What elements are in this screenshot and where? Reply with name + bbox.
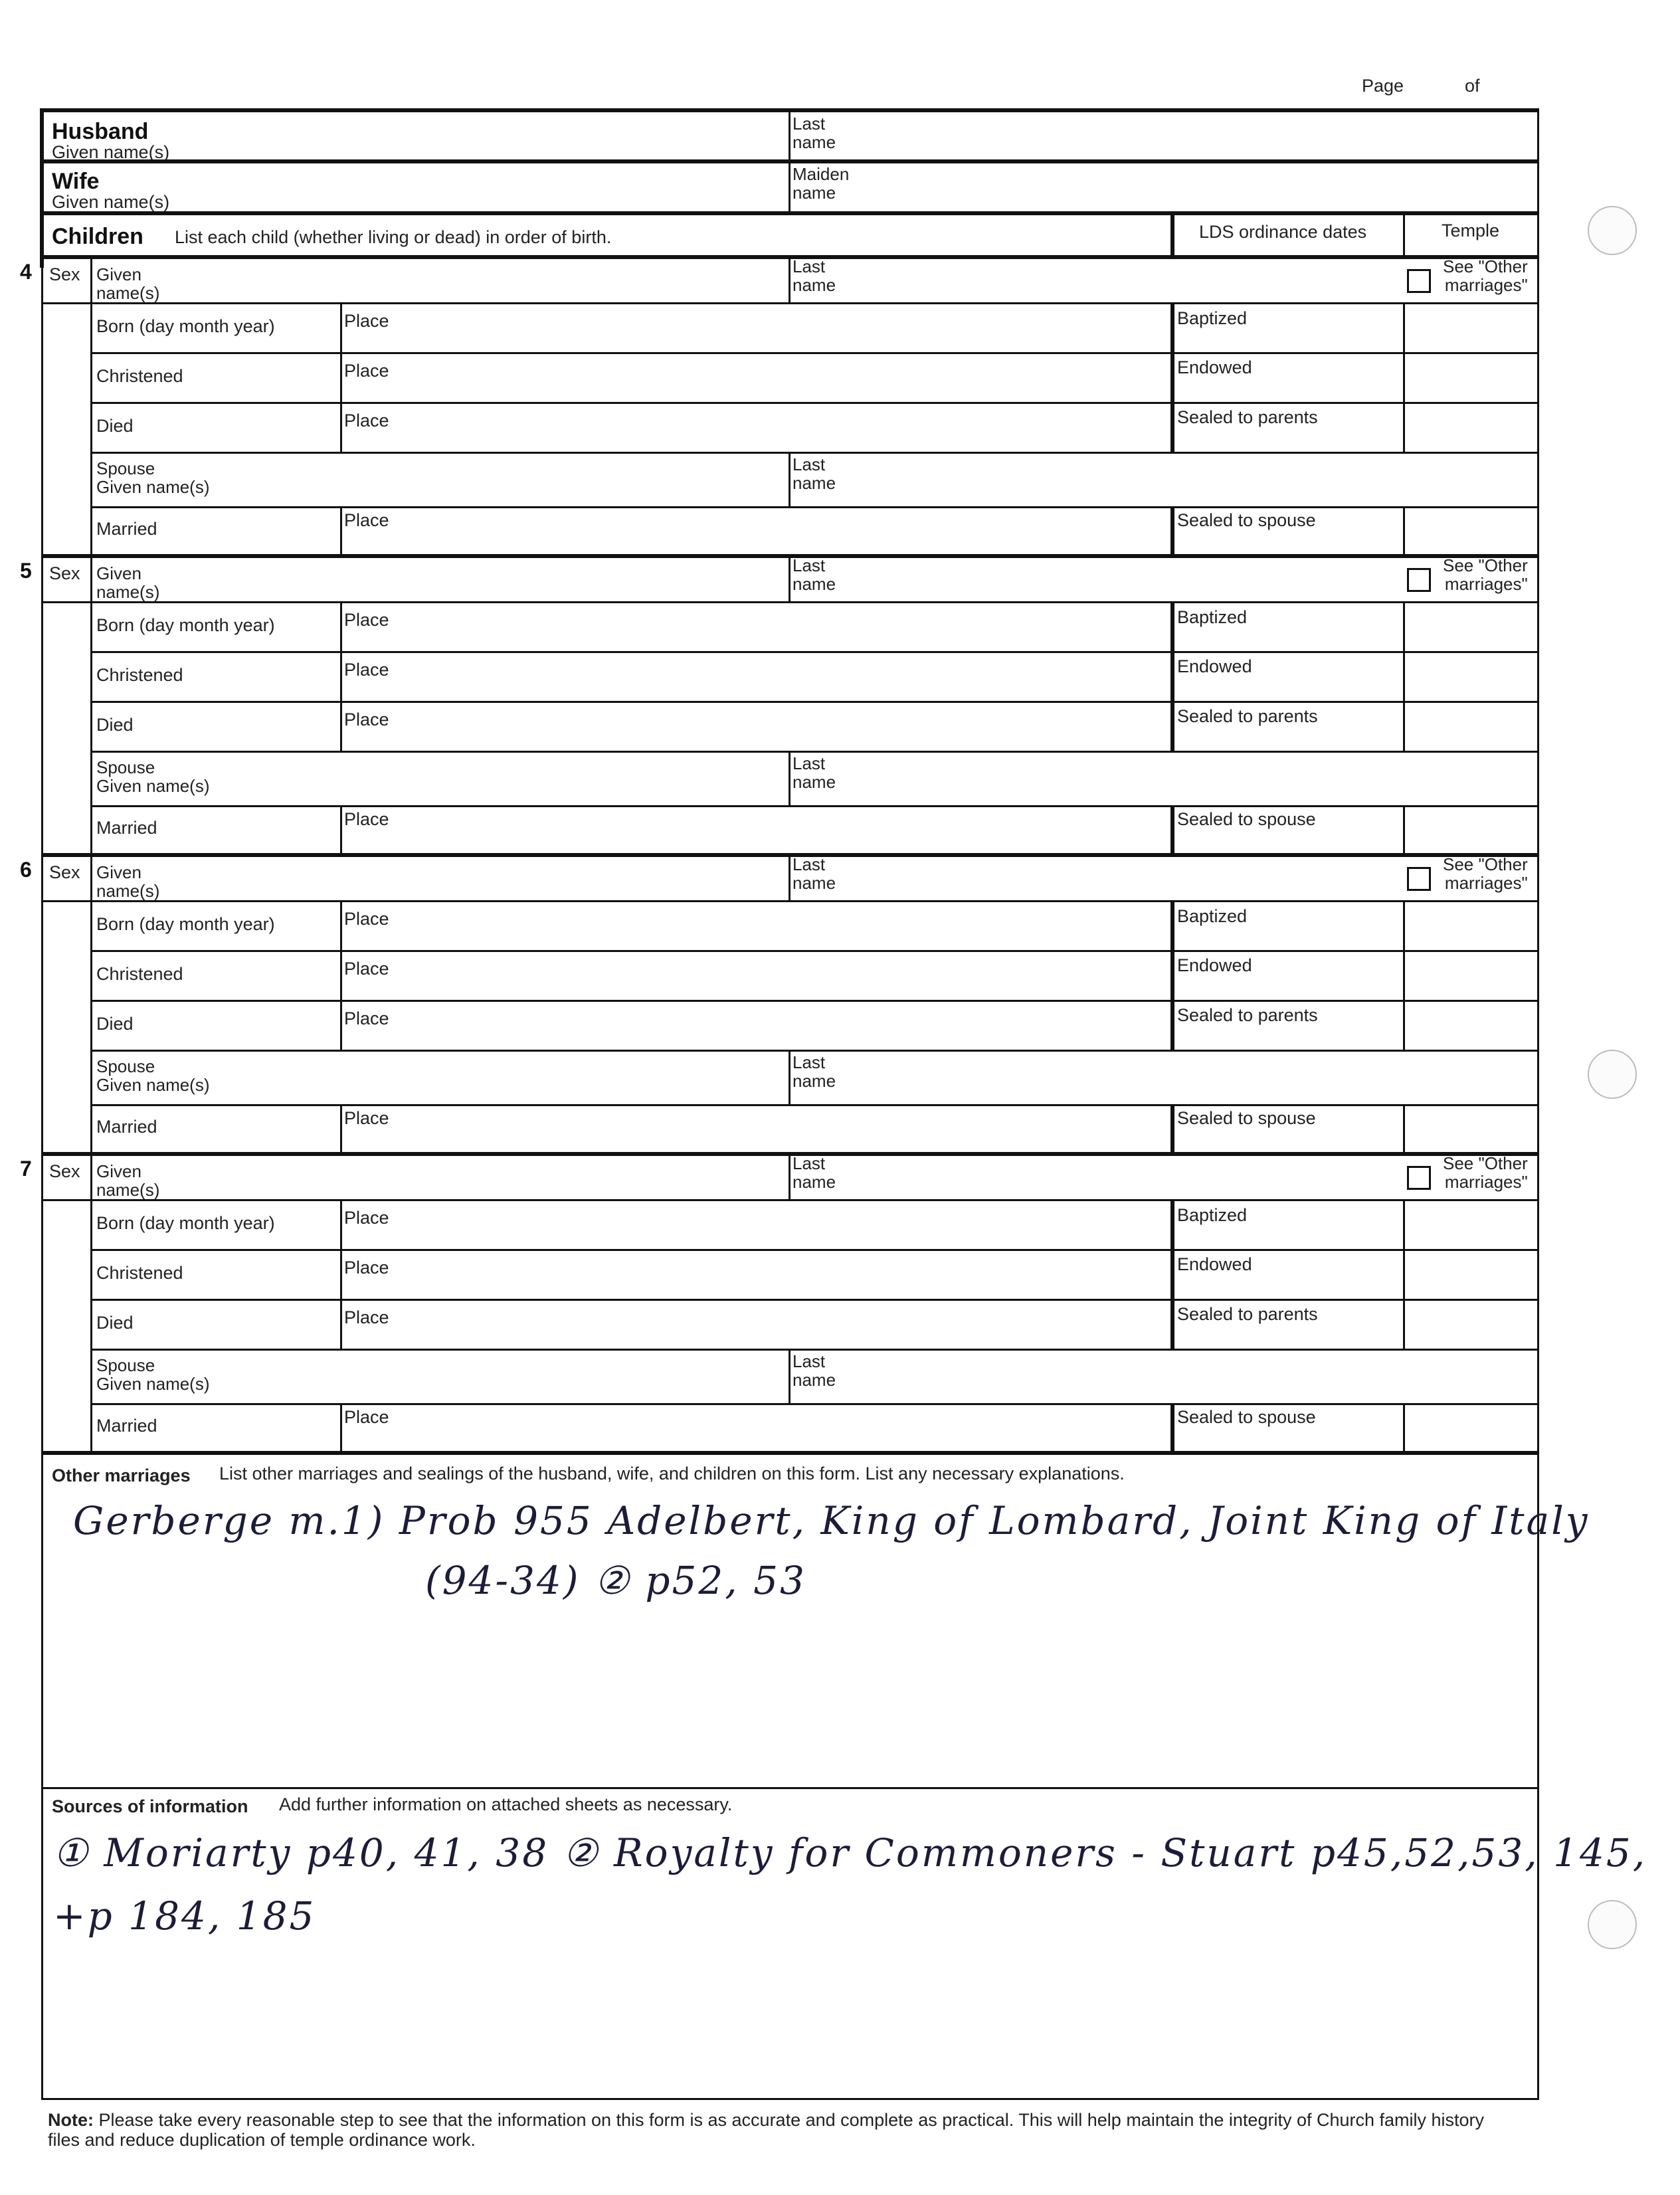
- married-place-label: Place: [344, 1108, 389, 1128]
- last-name-field[interactable]: [864, 1158, 1395, 1198]
- christened-label: Christened: [96, 665, 183, 685]
- page-of-label: of: [1465, 76, 1480, 96]
- other-marriages-title: Other marriages: [52, 1466, 191, 1485]
- temple-sealed-parents-field[interactable]: [1406, 704, 1536, 750]
- child-number: 5: [20, 559, 32, 583]
- given-name-label: Given name(s): [96, 264, 160, 303]
- spouse-last-label: Last name: [793, 753, 836, 792]
- note-title: Note:: [48, 2110, 94, 2130]
- sealed-to-parents-label: Sealed to parents: [1177, 1005, 1318, 1025]
- last-name-label: Last name: [793, 256, 836, 295]
- christened-label: Christened: [96, 964, 183, 984]
- spouse-last-field[interactable]: [864, 1053, 1528, 1101]
- spouse-last-label: Last name: [793, 1351, 836, 1390]
- sealed-to-parents-label: Sealed to parents: [1177, 407, 1318, 427]
- died-place-field[interactable]: [399, 1002, 1163, 1049]
- spouse-given-field[interactable]: [266, 455, 784, 503]
- children-instruction: List each child (whether living or dead) in order of birth.: [175, 227, 612, 247]
- born-date-field[interactable]: [93, 337, 337, 353]
- temple-baptized-field[interactable]: [1406, 604, 1536, 650]
- christened-place-field[interactable]: [399, 1252, 1163, 1298]
- endowed-label: Endowed: [1177, 1254, 1252, 1274]
- given-name-label: Given name(s): [96, 1161, 160, 1200]
- died-place-field[interactable]: [399, 1301, 1163, 1348]
- binder-hole-bottom: [1588, 1900, 1637, 1949]
- died-label: Died: [96, 1313, 134, 1333]
- endowed-label: Endowed: [1177, 955, 1252, 975]
- child-number: 6: [20, 858, 32, 882]
- christened-place-label: Place: [344, 361, 389, 381]
- child-record-5: [0, 556, 1680, 855]
- temple-baptized-field[interactable]: [1406, 305, 1536, 351]
- christened-place-field[interactable]: [399, 654, 1163, 700]
- temple-sealed-spouse-field[interactable]: [1406, 1107, 1536, 1151]
- spouse-last-field[interactable]: [864, 455, 1528, 503]
- other-marriages-handwriting-line1: Gerberge m.1) Prob 955 Adelbert, King of Lombard, Joint King of Italy: [73, 1498, 1590, 1543]
- sealed-to-spouse-label: Sealed to spouse: [1177, 809, 1316, 829]
- sealed-to-parents-label: Sealed to parents: [1177, 1304, 1318, 1324]
- sources-field[interactable]: [47, 1820, 1535, 2093]
- spouse-last-field[interactable]: [864, 754, 1528, 802]
- spouse-label: Spouse Given name(s): [96, 757, 210, 796]
- christened-place-field[interactable]: [399, 355, 1163, 401]
- died-label: Died: [96, 1014, 134, 1034]
- husband-given-field[interactable]: [226, 114, 784, 158]
- born-place-label: Place: [344, 311, 389, 331]
- born-date-field[interactable]: [93, 935, 337, 951]
- died-place-label: Place: [344, 710, 389, 729]
- page-label: Page: [1362, 76, 1404, 96]
- died-place-label: Place: [344, 1307, 389, 1327]
- other-marriages-note: See "Other marriages": [1443, 1153, 1528, 1192]
- temple-label: Temple: [1442, 221, 1500, 240]
- child-number: 4: [20, 260, 32, 284]
- married-place-label: Place: [344, 1407, 389, 1427]
- last-name-label: Last name: [793, 555, 836, 594]
- temple-endowed-field[interactable]: [1406, 1252, 1536, 1298]
- wife-given-label: Given name(s): [52, 192, 170, 212]
- temple-sealed-spouse-field[interactable]: [1406, 1406, 1536, 1450]
- husband-title: Husband: [52, 119, 149, 144]
- spouse-given-field[interactable]: [266, 1352, 784, 1400]
- born-place-field[interactable]: [399, 305, 1163, 351]
- died-place-field[interactable]: [399, 704, 1163, 750]
- spouse-last-label: Last name: [793, 454, 836, 493]
- married-label: Married: [96, 818, 157, 838]
- christened-place-label: Place: [344, 959, 389, 979]
- endowed-label: Endowed: [1177, 357, 1252, 377]
- lds-ordinance-dates-label: LDS ordinance dates: [1199, 222, 1367, 242]
- sex-field[interactable]: [44, 585, 89, 601]
- given-name-field[interactable]: [199, 560, 784, 600]
- christened-place-field[interactable]: [399, 953, 1163, 999]
- wife-maiden-field[interactable]: [864, 165, 1528, 209]
- spouse-label: Spouse Given name(s): [96, 1056, 210, 1095]
- other-marriages-field[interactable]: [47, 1491, 1535, 1784]
- born-place-field[interactable]: [399, 1202, 1163, 1248]
- born-date-field[interactable]: [93, 1234, 337, 1250]
- sex-label: Sex: [49, 862, 80, 882]
- wife-given-field[interactable]: [226, 165, 784, 209]
- married-label: Married: [96, 519, 157, 539]
- endowed-label: Endowed: [1177, 656, 1252, 676]
- other-marriages-note: See "Other marriages": [1443, 555, 1528, 594]
- temple-sealed-spouse-field[interactable]: [1406, 809, 1536, 852]
- temple-baptized-field[interactable]: [1406, 1202, 1536, 1248]
- child-record-6: [0, 855, 1680, 1154]
- born-place-label: Place: [344, 1208, 389, 1228]
- born-place-label: Place: [344, 610, 389, 630]
- sex-label: Sex: [49, 1161, 80, 1181]
- sources-title: Sources of information: [52, 1796, 248, 1816]
- husband-last-field[interactable]: [864, 114, 1528, 158]
- baptized-label: Baptized: [1177, 607, 1248, 627]
- sources-handwriting-line1: ① Moriarty p40, 41, 38 ② Royalty for Commoners - Stuart p45,52,53, 145,: [53, 1830, 1647, 1875]
- died-label: Died: [96, 715, 134, 735]
- spouse-last-label: Last name: [793, 1052, 836, 1091]
- sex-label: Sex: [49, 264, 80, 284]
- married-place-field[interactable]: [399, 809, 1163, 852]
- died-place-label: Place: [344, 411, 389, 430]
- other-marriages-checkbox[interactable]: [1407, 1166, 1431, 1190]
- married-place-label: Place: [344, 809, 389, 829]
- sealed-to-spouse-label: Sealed to spouse: [1177, 510, 1316, 530]
- born-date-field[interactable]: [93, 636, 337, 652]
- sealed-to-parents-label: Sealed to parents: [1177, 706, 1318, 726]
- given-name-field[interactable]: [199, 261, 784, 301]
- last-name-label: Last name: [793, 854, 836, 893]
- spouse-given-field[interactable]: [266, 1053, 784, 1101]
- spouse-label: Spouse Given name(s): [96, 458, 210, 497]
- temple-endowed-field[interactable]: [1406, 953, 1536, 999]
- other-marriages-instruction: List other marriages and sealings of the husband, wife, and children on this form. List any necessary explanations.: [219, 1464, 1125, 1483]
- born-place-field[interactable]: [399, 604, 1163, 650]
- died-place-label: Place: [344, 1008, 389, 1028]
- husband-given-label: Given name(s): [52, 142, 170, 162]
- spouse-given-field[interactable]: [266, 754, 784, 802]
- married-label: Married: [96, 1416, 157, 1436]
- wife-maiden-label: Maiden name: [793, 164, 850, 203]
- christened-label: Christened: [96, 366, 183, 386]
- last-name-label: Last name: [793, 1153, 836, 1192]
- married-place-field[interactable]: [399, 1107, 1163, 1151]
- child-record-7: [0, 1154, 1680, 1453]
- baptized-label: Baptized: [1177, 308, 1248, 328]
- spouse-last-field[interactable]: [864, 1352, 1528, 1400]
- temple-sealed-parents-field[interactable]: [1406, 1002, 1536, 1049]
- note-text: Please take every reasonable step to see that the information on this form is as accurate and complete as practical. This will help maintain the integrity of Church family history files and reduce duplication of temple ordinance work.: [48, 2110, 1485, 2150]
- other-marriages-note: See "Other marriages": [1443, 256, 1528, 295]
- temple-endowed-field[interactable]: [1406, 355, 1536, 401]
- married-place-field[interactable]: [399, 1406, 1163, 1450]
- sealed-to-spouse-label: Sealed to spouse: [1177, 1108, 1316, 1128]
- sex-field[interactable]: [44, 884, 89, 900]
- other-marriages-handwriting-line2: (94-34) ② p52, 53: [425, 1558, 806, 1603]
- sealed-to-spouse-label: Sealed to spouse: [1177, 1407, 1316, 1427]
- sex-field[interactable]: [44, 1183, 89, 1199]
- child-record-4: [0, 257, 1680, 556]
- christened-label: Christened: [96, 1263, 183, 1283]
- married-label: Married: [96, 1117, 157, 1137]
- sources-instruction: Add further information on attached sheets as necessary.: [279, 1794, 733, 1814]
- born-label: Born (day month year): [96, 615, 275, 635]
- temple-sealed-parents-field[interactable]: [1406, 405, 1536, 451]
- died-place-field[interactable]: [399, 405, 1163, 451]
- other-marriages-checkbox[interactable]: [1407, 568, 1431, 592]
- sex-label: Sex: [49, 563, 80, 583]
- given-name-field[interactable]: [199, 859, 784, 899]
- last-name-field[interactable]: [864, 261, 1395, 301]
- other-marriages-note: See "Other marriages": [1443, 854, 1528, 893]
- other-marriages-checkbox[interactable]: [1407, 867, 1431, 891]
- sex-field[interactable]: [44, 286, 89, 302]
- married-place-label: Place: [344, 510, 389, 530]
- temple-endowed-field[interactable]: [1406, 654, 1536, 700]
- born-label: Born (day month year): [96, 1213, 275, 1233]
- sources-handwriting-line2: +p 184, 185: [53, 1893, 316, 1939]
- husband-last-label: Last name: [793, 114, 836, 152]
- last-name-field[interactable]: [864, 560, 1395, 600]
- died-label: Died: [96, 416, 134, 436]
- given-name-field[interactable]: [199, 1158, 784, 1198]
- temple-sealed-spouse-field[interactable]: [1406, 510, 1536, 553]
- born-label: Born (day month year): [96, 316, 275, 336]
- married-place-field[interactable]: [399, 510, 1163, 553]
- child-number: 7: [20, 1157, 32, 1181]
- footer-note: [48, 2110, 1509, 2150]
- baptized-label: Baptized: [1177, 906, 1248, 926]
- born-place-field[interactable]: [399, 903, 1163, 949]
- spouse-label: Spouse Given name(s): [96, 1355, 210, 1394]
- binder-hole-top: [1588, 206, 1637, 255]
- given-name-label: Given name(s): [96, 563, 160, 602]
- born-label: Born (day month year): [96, 914, 275, 934]
- children-title: Children: [52, 224, 143, 249]
- christened-place-label: Place: [344, 1258, 389, 1278]
- christened-place-label: Place: [344, 660, 389, 680]
- other-marriages-checkbox[interactable]: [1407, 269, 1431, 293]
- wife-title: Wife: [52, 169, 100, 194]
- last-name-field[interactable]: [864, 859, 1395, 899]
- given-name-label: Given name(s): [96, 862, 160, 901]
- born-place-label: Place: [344, 909, 389, 929]
- temple-sealed-parents-field[interactable]: [1406, 1301, 1536, 1348]
- baptized-label: Baptized: [1177, 1205, 1248, 1225]
- temple-baptized-field[interactable]: [1406, 903, 1536, 949]
